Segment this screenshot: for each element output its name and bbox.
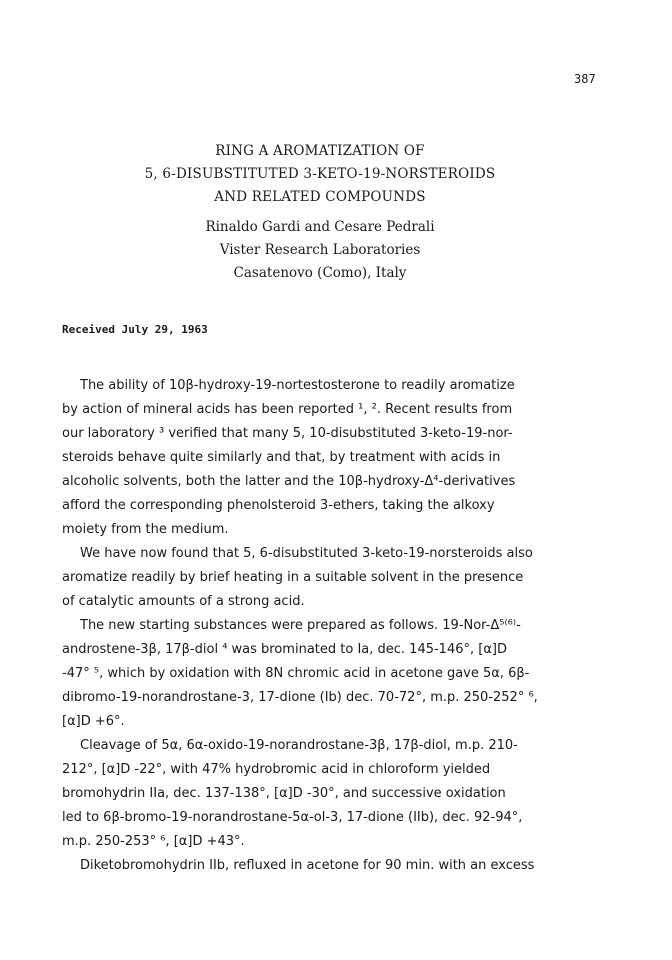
title-line-3: AND RELATED COMPOUNDS	[214, 189, 426, 205]
body-line: moiety from the medium.	[62, 522, 229, 537]
page-number: 387	[574, 72, 596, 86]
body-line: androstene-3β, 17β-diol ⁴ was brominated to Ia, dec. 145-146°, [α]D	[62, 642, 507, 657]
body-line: by action of mineral acids has been reported ¹, ². Recent results from	[62, 402, 513, 417]
body-line: led to 6β-bromo-19-norandrostane-5α-ol-3, 17-dione (IIb), dec. 92-94°,	[62, 810, 523, 825]
body-line: -47° ⁵, which by oxidation with 8N chromic acid in acetone gave 5α, 6β-	[62, 666, 530, 681]
body-line: Cleavage of 5α, 6α-oxido-19-norandrostane-3β, 17β-diol, m.p. 210-	[80, 738, 518, 753]
title-line-1: RING A AROMATIZATION OF	[215, 143, 425, 159]
body-line: our laboratory ³ verified that many 5, 10-disubstituted 3-keto-19-nor-	[62, 426, 513, 441]
body-line: bromohydrin IIa, dec. 137-138°, [α]D -30°, and successive oxidation	[62, 786, 506, 801]
body-line: Diketobromohydrin IIb, refluxed in acetone for 90 min. with an excess	[80, 858, 535, 873]
body-line: [α]D +6°.	[62, 714, 125, 729]
received-date: Received July 29, 1963	[62, 323, 208, 336]
body-line: alcoholic solvents, both the latter and the 10β-hydroxy-Δ⁴-derivatives	[62, 474, 516, 489]
author-block	[0, 216, 640, 285]
body-line: steroids behave quite similarly and that, by treatment with acids in	[62, 450, 501, 465]
paper-title	[0, 140, 640, 209]
author-names: Rinaldo Gardi and Cesare Pedrali	[205, 219, 435, 235]
body-line: The ability of 10β-hydroxy-19-nortestosterone to readily aromatize	[80, 378, 515, 393]
body-line: afford the corresponding phenolsteroid 3-ethers, taking the alkoxy	[62, 498, 495, 513]
location: Casatenovo (Como), Italy	[233, 265, 407, 281]
body-line: 212°, [α]D -22°, with 47% hydrobromic acid in chloroform yielded	[62, 762, 491, 777]
body-line: aromatize readily by brief heating in a suitable solvent in the presence	[62, 570, 524, 585]
body-line: dibromo-19-norandrostane-3, 17-dione (Ib) dec. 70-72°, m.p. 250-252° ⁶,	[62, 690, 538, 705]
affiliation: Vister Research Laboratories	[219, 242, 421, 258]
body-line: m.p. 250-253° ⁶, [α]D +43°.	[62, 834, 245, 849]
body-line: The new starting substances were prepared as follows. 19-Nor-Δ⁵⁽⁶⁾-	[80, 618, 521, 633]
body-line: of catalytic amounts of a strong acid.	[62, 594, 305, 609]
body-line: We have now found that 5, 6-disubstituted 3-keto-19-norsteroids also	[80, 546, 533, 561]
title-line-2: 5, 6-DISUBSTITUTED 3-KETO-19-NORSTEROIDS	[144, 166, 496, 182]
